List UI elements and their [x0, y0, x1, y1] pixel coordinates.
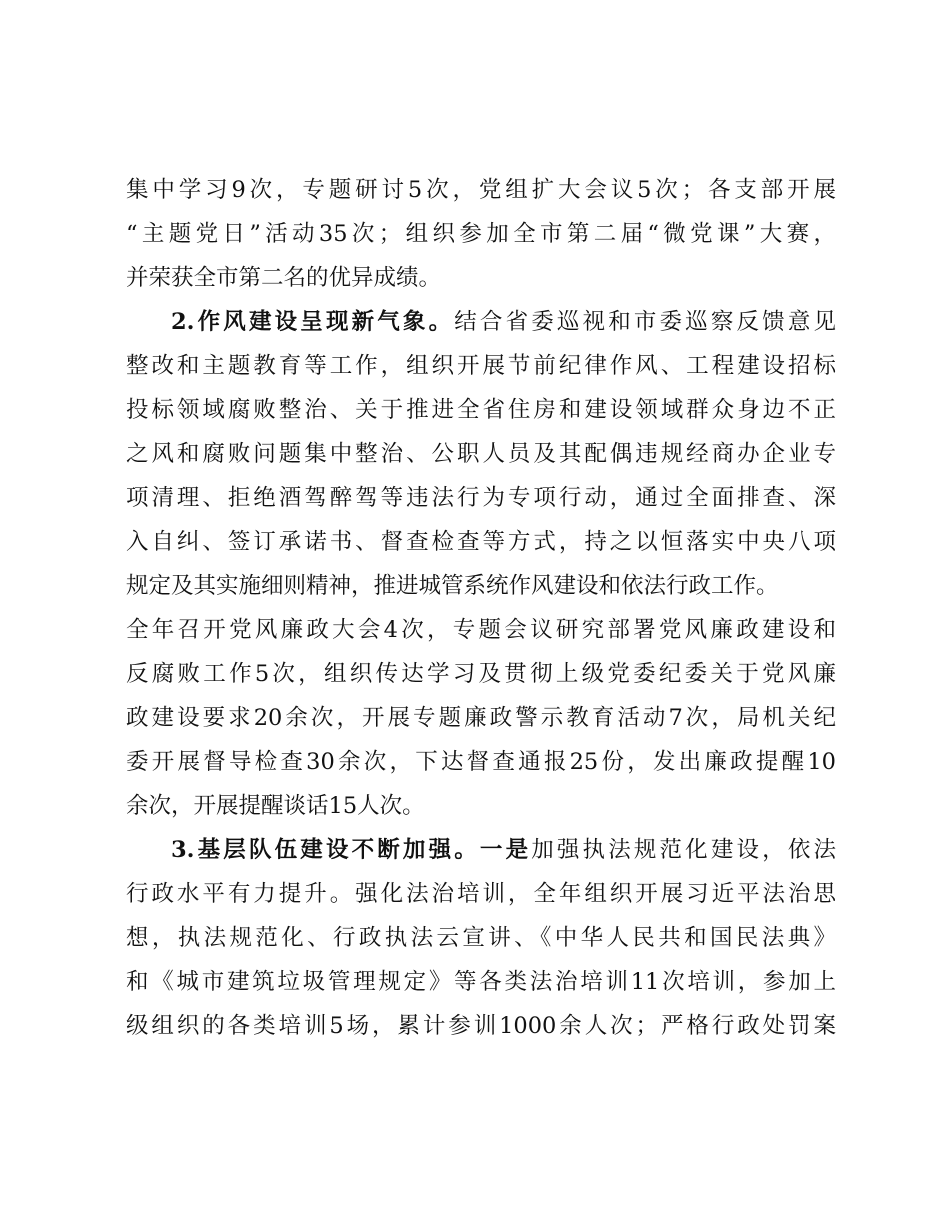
text-line: 项清理、拒绝酒驾醉驾等违法行为专项行动，通过全面排查、深 — [126, 485, 836, 511]
text-line: “主题党日”活动35次；组织参加全市第二届“微党课”大赛， — [126, 221, 836, 247]
text-line: 并荣获全市第二名的优异成绩。 — [126, 265, 442, 291]
text-line: 级组织的各类培训5场，累计参训1000余人次；严格行政处罚案 — [126, 1013, 836, 1039]
text-line: 投标领域腐败整治、关于推进全省住房和建设领域群众身边不正 — [126, 397, 836, 423]
text-line: 入自纠、签订承诺书、督查检查等方式，持之以恒落实中央八项 — [126, 529, 836, 555]
text-line: 全年召开党风廉政大会4次，专题会议研究部署党风廉政建设和 — [126, 617, 836, 643]
text-line: 和《城市建筑垃圾管理规定》等各类法治培训11次培训，参加上 — [126, 969, 836, 995]
paragraph-first-line — [126, 300, 836, 344]
text-run: 加强执法规范化建设，依法 — [531, 837, 836, 863]
section-heading: 3.基层队伍建设不断加强。 — [171, 837, 480, 863]
text-run: 结合省委巡视和市委巡察反馈意见 — [454, 309, 836, 335]
paragraph-first-line — [126, 828, 836, 872]
section-heading: 2.作风建设呈现新气象。 — [171, 309, 455, 335]
text-line: 之风和腐败问题集中整治、公职人员及其配偶违规经商办企业专 — [126, 441, 836, 467]
document-body — [126, 168, 836, 1048]
text-line: 委开展督导检查30余次，下达督查通报25份，发出廉政提醒10 — [126, 749, 836, 775]
text-line: 政建设要求20余次，开展专题廉政警示教育活动7次，局机关纪 — [126, 705, 836, 731]
sub-heading: 一是 — [479, 837, 532, 863]
text-line: 整改和主题教育等工作，组织开展节前纪律作风、工程建设招标 — [126, 353, 836, 379]
text-line: 余次，开展提醒谈话15人次。 — [126, 793, 425, 819]
text-line: 反腐败工作5次，组织传达学习及贯彻上级党委纪委关于党风廉 — [126, 661, 836, 687]
text-line: 行政水平有力提升。强化法治培训，全年组织开展习近平法治思 — [126, 881, 836, 907]
text-line: 集中学习9次，专题研讨5次，党组扩大会议5次；各支部开展 — [126, 177, 836, 203]
text-line: 规定及其实施细则精神，推进城管系统作风建设和依法行政工作。 — [126, 573, 779, 599]
text-line: 想，执法规范化、行政执法云宣讲、《中华人民共和国民法典》 — [126, 925, 836, 951]
